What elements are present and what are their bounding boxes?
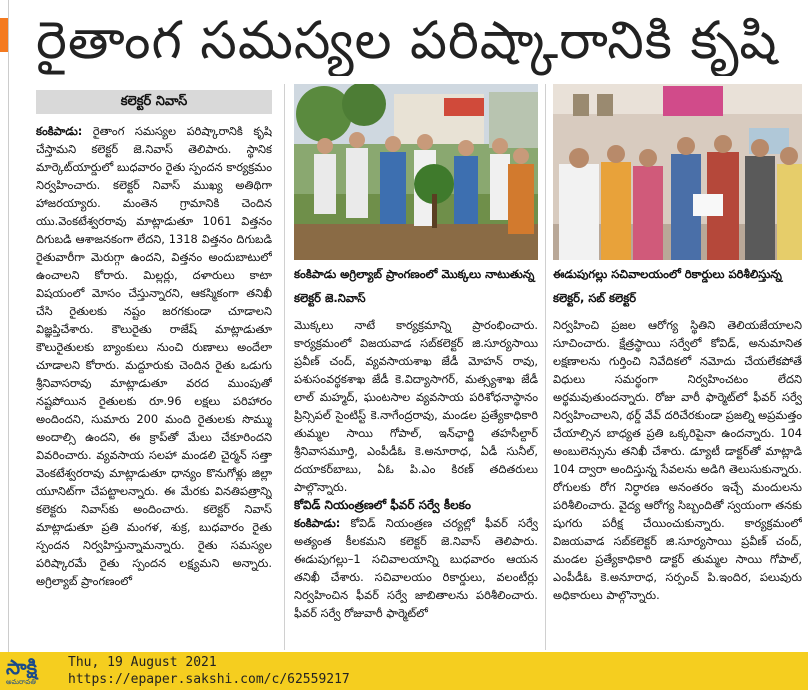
headline: రైతాంగ సమస్యల పరిష్కారానికి కృషి	[36, 11, 778, 71]
sakshi-logo[interactable]	[6, 656, 62, 686]
column-text: మొక్కలు నాటే కార్యక్రమాన్ని ప్రారంభించారు. కార్యక్రమంలో విజయవాడ సబ్‌కలెక్టర్ జి.సూర్యసాయి ప్రవీణ్ చంద్, వ్యవసాయశాఖ జేడీ మోహన్ రావు, పశుసంవర్థకశాఖ జేడీ కె.విద్యాసాగర్, మత్స్యశాఖ జేడీ లాల్ మహ్మద్, ఘంటసాల వ్యవసాయ పరిశోధనాస్థానం ప్రిన్సిపల్ సైంటిస్ట్ కె.నాగేంద్రరావు, మండల ప్రత్యేకాధికారి తుమ్మల సాయి గోపాల్, ఇన్‌ఛార్జి తహసీల్దార్ శ్రీనివాసమూర్తి, ఎంపీడీఓ కె.అనూరాధ, ఏడీ సునీల్, దయాకర్‌బాబు, ఏఓ పి.ఎం కిరణ్ తదితరులు పాల్గొన్నారు.	[294, 318, 538, 494]
footer-bar	[0, 652, 808, 690]
subheading: కోవిడ్ నియంత్రణలో ఫీవర్ సర్వే కీలకం	[294, 498, 471, 512]
edge-marker	[0, 18, 8, 52]
epaper-link[interactable]: https://epaper.sakshi.com/c/62559217	[68, 672, 350, 687]
photo-caption: కంకిపాడు అగ్రిల్యాబ్ ప్రాంగణంలో మొక్కలు నాటుతున్న కలెక్టర్ జె.నివాస్	[294, 267, 535, 305]
article-column-2	[294, 316, 538, 648]
edge-line	[8, 0, 9, 652]
photo-records-inspection	[553, 84, 802, 260]
photo-tree-planting	[294, 84, 538, 260]
article-column-1	[36, 122, 272, 648]
logo-subtext: అమరావతి	[6, 678, 36, 686]
edition-date: Thu, 19 August 2021	[68, 655, 217, 670]
photo-caption: ఈడుపుగల్లు సచివాలయంలో రికార్డులు పరిశీలిస్తున్న కలెక్టర్, సబ్ కలెక్టర్	[553, 267, 782, 305]
column-text: రైతాంగ సమస్యల పరిష్కారానికి కృషి చేస్తామని కలెక్టర్ జె.నివాస్ తెలిపారు. స్థానిక మార్కెట్‌యార్డులో బుధవారం రైతు స్పందన కార్యక్రమం నిర్వహించారు. కలెక్టర్ నివాస్ ముఖ్య అతిథిగా హాజరయ్యారు. మంతెన గ్రామానికి చెందిన యు.వెంకటేశ్వరరావు మాట్లాడుతూ 1061 విత్తనం దిగుబడి ఆశాజనకంగా లేదని, 1318 విత్తనం దిగుబడి రైతువారీగా మెరుగ్గా ఉందని, విత్తనం అందుబాటులో ఉంచాలని కోరారు. మిల్లర్లు, దళారులు కాటా విషయంలో మోసం చేస్తున్నారని, ఆకస్మికంగా తనిఖీ చేసి రైతులకు నష్టం జరగకుండా చూడాలని విజ్ఞప్తిచేశారు. కౌలురైతు రాజేష్ మాట్లాడుతూ కౌలురైతులకు బ్యాంకులు నుంచి రుణాలు అందేలా చూడాలని కోరారు. మద్దూరుకు చెందిన రైతు ఒడుగు శ్రీనివాసరావు మాట్లాడుతూ వరద ముంపుతో నష్టపోయిన రైతులకు రూ.96 లక్షలు పరిహారం అందిందని, సుమారు 200 మంది రైతులకు సొమ్ము అందాల్సి ఉందని, ఈ క్రాప్‌తో మేలు చేకూరిందని వివరించారు. వ్యవసాయ సలహా మండలి చైర్మన్ సత్తా వెంకటేశ్వరరావు మాట్లాడుతూ ధాన్యం కొనుగోళ్లు జిల్లా యూనిట్‌గా చేపట్టాలన్నారు. ఈ మేరకు వినతిపత్రాన్ని కలెక్టరు నివాస్‌కు అందించారు. కలెక్టర్ నివాస్ మాట్లాడుతూ ప్రతి మంగళ, శుక్ర, బుధవారం రైతు స్పందన నిర్వహిస్తున్నామన్నారు. రైతు సమస్యల పరిష్కారమే రైతు స్పందన లక్ష్యమని అన్నారు. అగ్రిల్యాబ్ ప్రాంగణంలో	[36, 124, 272, 588]
dateline: కంకిపాడు:	[36, 124, 83, 138]
column-text: నిర్వహించి ప్రజల ఆరోగ్య స్థితిని తెలియజేయాలని సూచించారు. క్షేత్రస్థాయి సర్వేలో కోవిడ్, అనుమానిత లక్షణాలను గుర్తించి నివేదికలో నమోదు చేయలేకపోతే విధులు సమర్థంగా నిర్వహించటం లేదని అర్థమవుతుందన్నారు. రోజు వారీ ఫార్మెట్‌లో ఫీవర్ సర్వే నిర్వహించాలని, థర్డ్ వేవ్ దరిచేరకుండా ప్రజల్ని అప్రమత్తం చేయాల్సిన బాధ్యత ప్రతి ఒక్కరిపైనా ఉందన్నారు. 104 అంబులెన్సును తనిఖీ చేశారు. డ్యూటీ డాక్టర్‌తో మాట్లాడి 104 ద్వారా అందిస్తున్న సేవలను అడిగి తెలుసుకున్నారు. రోగులకు రోగ నిర్ధారణ అనంతరం ఇచ్చే మందులను పరిశీలించారు. వైద్య ఆరోగ్య సిబ్బందితో స్వయంగా తనకు షుగరు పరీక్ష చేయించుకున్నారు. కార్యక్రమంలో విజయవాడ సబ్‌కలెక్టర్ జి.సూర్యసాయి ప్రవీణ్ చంద్, మండల ప్రత్యేకాధికారి డాక్టర్ తుమ్మల సాయి గోపాల్, ఎంపీడీఓ కె.అనూరాధ, సర్పంచ్ పి.ఇందిర, పలువురు అధికారులు పాల్గొన్నారు.	[553, 318, 802, 602]
column-text: కోవిడ్ నియంత్రణ చర్యల్లో ఫీవర్ సర్వే అత్యంత కీలకమని కలెక్టర్ జె.నివాస్ తెలిపారు. ఈడుపుగల్లు–1 సచివాలయాన్ని బుధవారం ఆయన తనిఖీ చేశారు. సచివాలయం రికార్డులు, వలంటీర్లు నిర్వహించిన ఫీవర్ సర్వే జాబితాలను పరిశీలించారు. ఫీవర్ సర్వే రోజువారీ ఫార్మెట్‌లో	[294, 516, 538, 620]
page-edge	[0, 0, 8, 652]
column-divider	[284, 84, 285, 650]
column-divider	[545, 84, 546, 650]
article-column-3	[553, 316, 802, 648]
dateline: కంకిపాడు:	[294, 516, 341, 530]
byline: కలెక్టర్ నివాస్	[36, 90, 272, 114]
logo-text: సాక్షి	[6, 655, 38, 679]
